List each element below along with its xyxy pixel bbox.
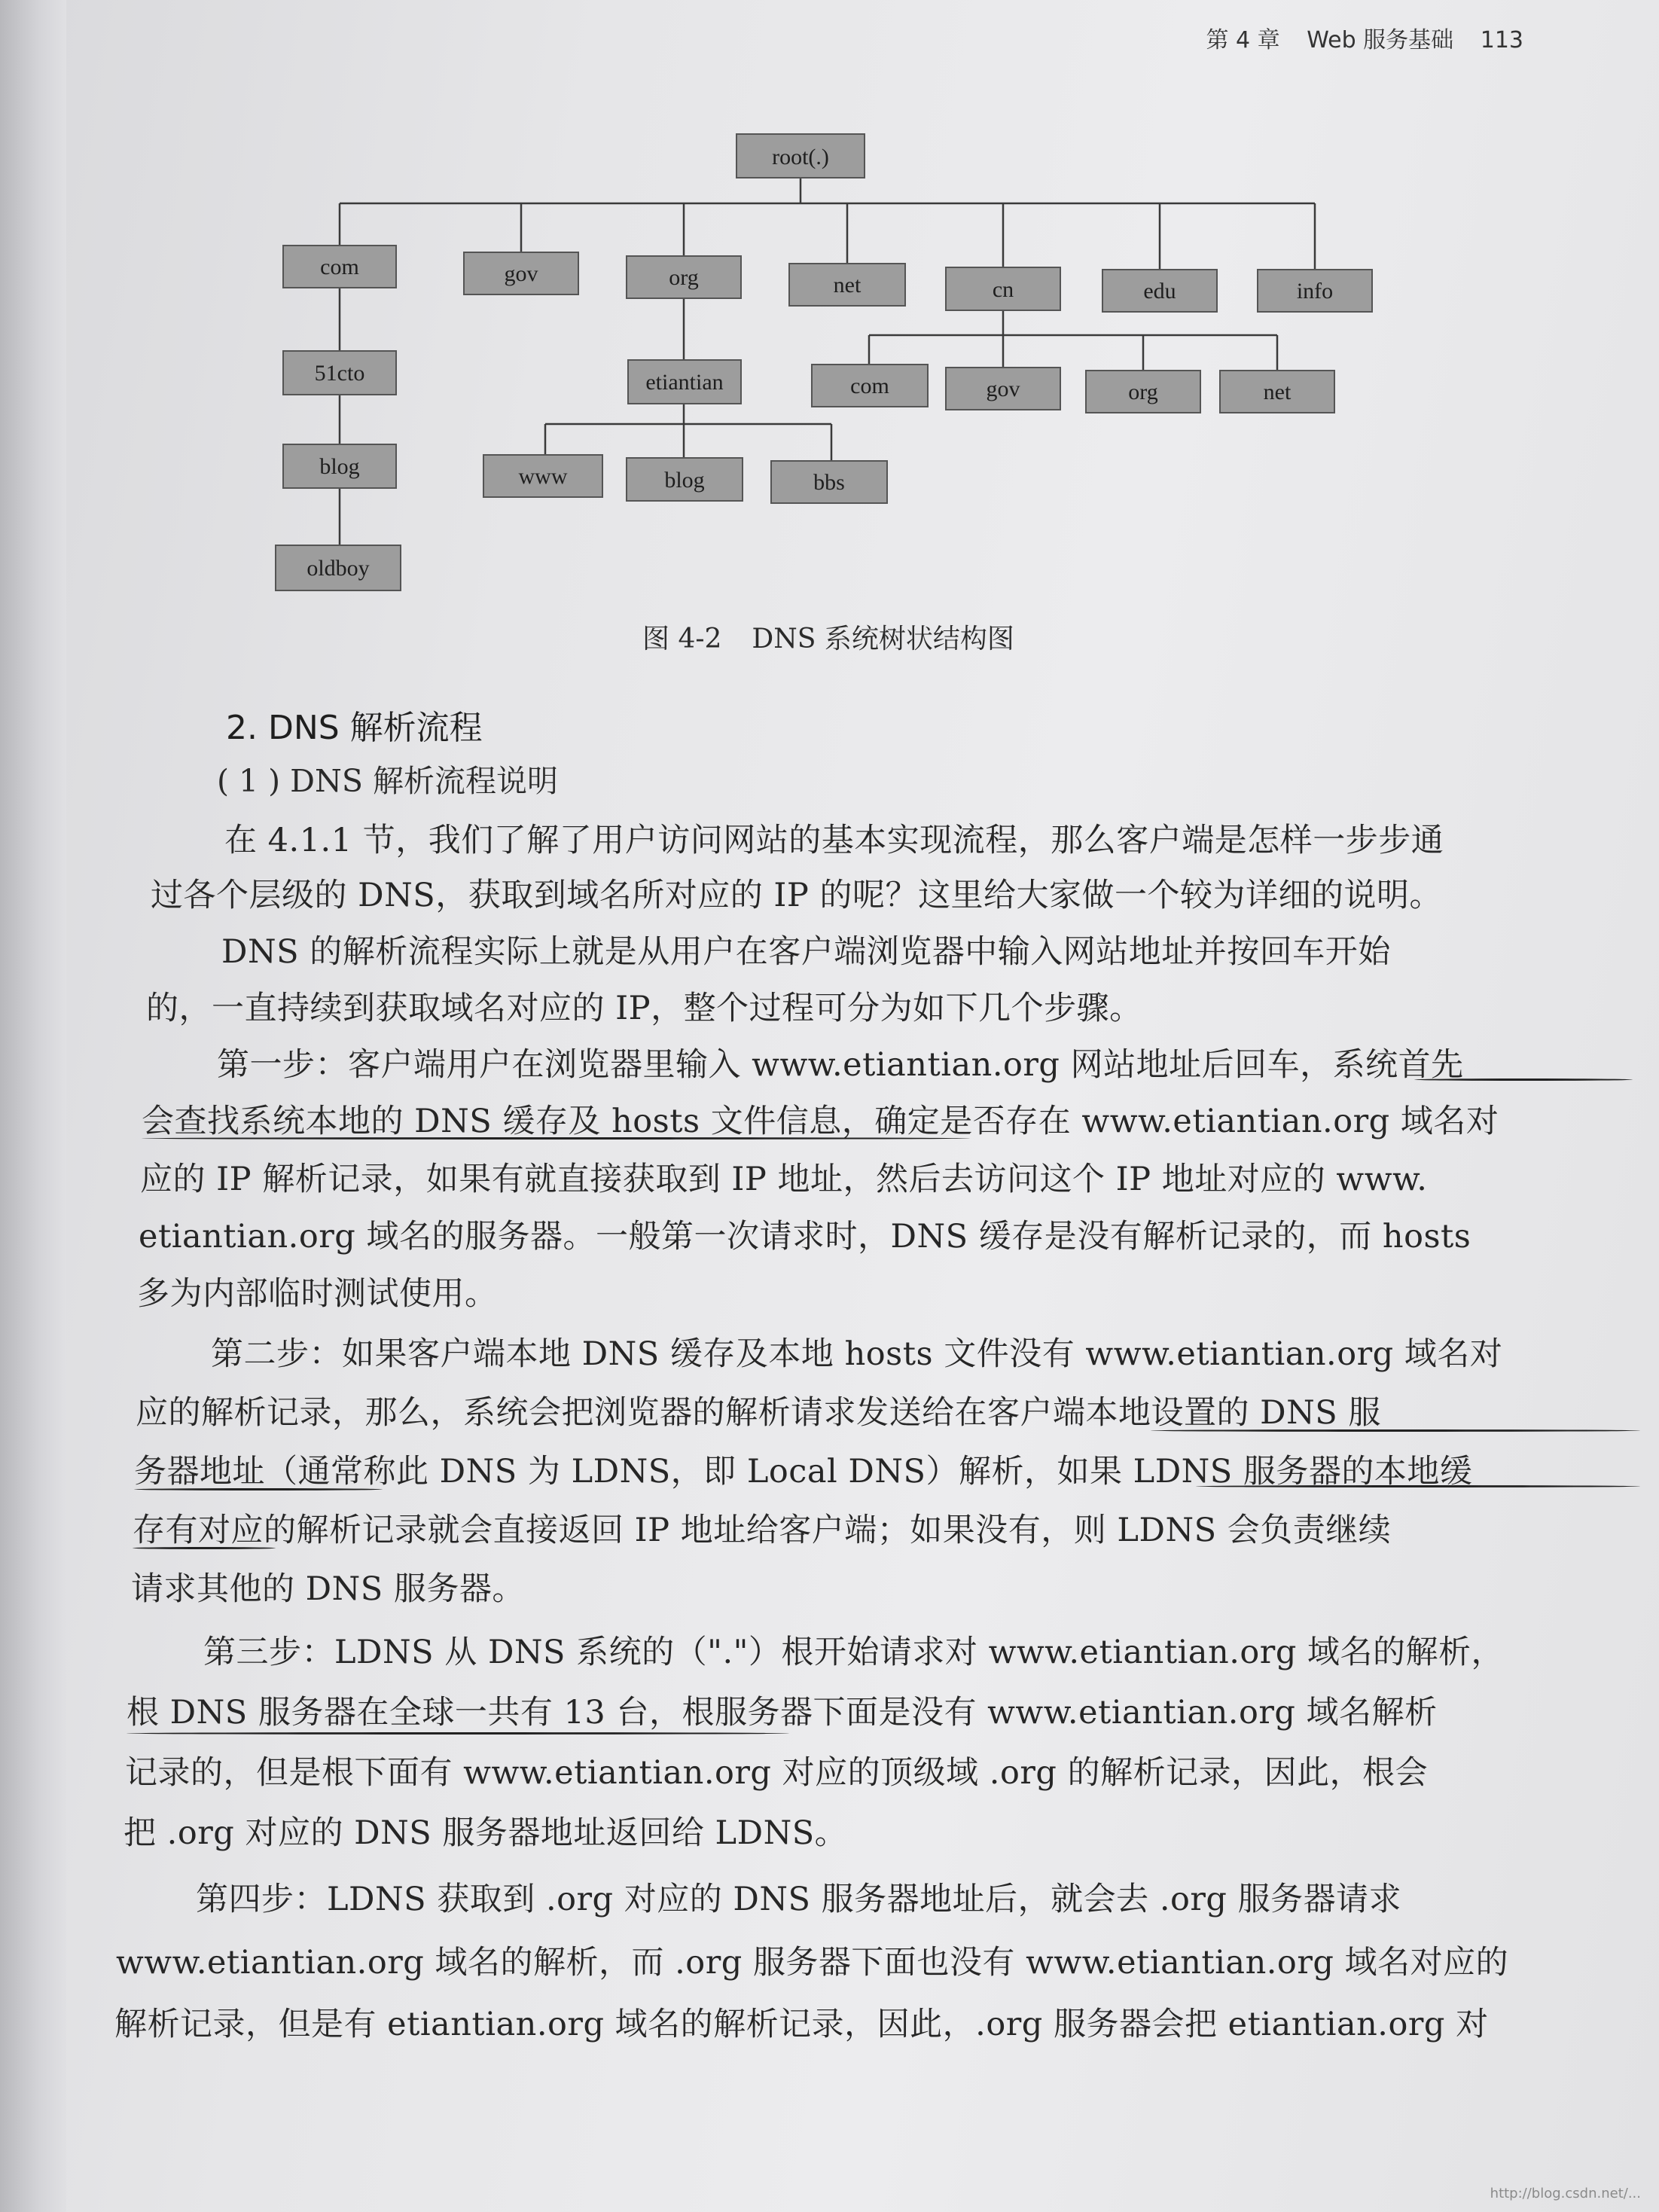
body-line: 根 DNS 服务器在全球一共有 13 台，根服务器下面是没有 www.etiantian.org 域名解析 (127, 1694, 1438, 1731)
figure-title: DNS 系统树状结构图 (752, 624, 1014, 654)
pen-underline (134, 1488, 383, 1490)
pen-underline (1414, 1079, 1633, 1081)
node-etiantian (628, 360, 741, 404)
svg-text:org: org (669, 265, 699, 290)
svg-text:net: net (833, 273, 862, 297)
body-line: 存有对应的解析记录就会直接返回 IP 地址给客户端；如果没有，则 LDNS 会负责继续 (133, 1512, 1392, 1549)
pen-underline (1196, 1485, 1640, 1487)
svg-text:blog: blog (319, 454, 360, 479)
node-gov (464, 252, 578, 294)
node-cn (946, 267, 1060, 310)
body-line: 第三步：LDNS 从 DNS 系统的（"."）根开始请求对 www.etiantian.org 域名的解析， (203, 1634, 1505, 1671)
book-page (66, 0, 1659, 2212)
page-number: 113 (1480, 27, 1523, 53)
svg-text:51cto: 51cto (314, 361, 365, 386)
body-line: 第一步：客户端用户在浏览器里输入 www.etiantian.org 网站地址后回车，系统首先 (217, 1046, 1464, 1084)
body-line: 过各个层级的 DNS，获取到域名所对应的 IP 的呢？这里给大家做一个较为详细的说明。 (151, 877, 1442, 914)
figure-number: 图 4-2 (642, 624, 722, 654)
figure-caption (642, 618, 1014, 656)
svg-text:cn: cn (992, 277, 1014, 302)
body-line: 务器地址（通常称此 DNS 为 LDNS，即 Local DNS）解析，如果 LDNS 服务器的本地缓 (134, 1453, 1473, 1490)
svg-text:org: org (1128, 380, 1158, 404)
body-line: 的，一直持续到获取域名对应的 IP，整个过程可分为如下几个步骤。 (146, 990, 1142, 1027)
body-line: 在 4.1.1 节，我们了解了用户访问网站的基本实现流程，那么客户端是怎样一步步通 (224, 822, 1444, 859)
body-line: 解析记录，但是有 etiantian.org 域名的解析记录，因此，.org 服务器会把 etiantian.org 对 (114, 2006, 1489, 2043)
body-line: 第二步：如果客户端本地 DNS 缓存及本地 hosts 文件没有 www.etiantian.org 域名对 (211, 1335, 1503, 1373)
body-line: www.etiantian.org 域名的解析，而 .org 服务器下面也没有 www.etiantian.org 域名对应的 (116, 1944, 1509, 1982)
body-line: 应的 IP 解析记录，如果有就直接获取到 IP 地址，然后去访问这个 IP 地址对应的 www. (140, 1161, 1428, 1198)
body-line: 会查找系统本地的 DNS 缓存及 hosts 文件信息，确定是否存在 www.etiantian.org 域名对 (142, 1103, 1499, 1140)
svg-text:info: info (1296, 279, 1334, 304)
svg-text:root(.): root(.) (772, 145, 829, 169)
pen-underline (1151, 1429, 1640, 1432)
svg-text:gov: gov (504, 261, 538, 286)
node-blog-etiantian (627, 458, 743, 501)
body-line: etiantian.org 域名的服务器。一般第一次请求时，DNS 缓存是没有解析记录的，而 hosts (139, 1218, 1471, 1256)
subsection-heading: ( 1 ) DNS 解析流程说明 (217, 763, 559, 799)
node-blog-51cto (283, 444, 396, 488)
pen-underline (142, 1137, 970, 1140)
svg-text:www: www (518, 464, 568, 489)
node-root (736, 134, 865, 178)
svg-text:net: net (1263, 380, 1292, 404)
body-line: DNS 的解析流程实际上就是从用户在客户端浏览器中输入网站地址并按回车开始 (221, 933, 1391, 971)
node-51cto (283, 351, 396, 395)
body-line: 第四步：LDNS 获取到 .org 对应的 DNS 服务器地址后，就会去 .org 服务器请求 (196, 1881, 1402, 1918)
dns-tree-diagram (66, 0, 1659, 618)
body-line: 记录的，但是根下面有 www.etiantian.org 对应的顶级域 .org 的解析记录，因此，根会 (125, 1754, 1429, 1792)
node-oldboy (276, 545, 401, 590)
svg-text:oldboy: oldboy (306, 556, 370, 581)
node-cn-com (812, 365, 928, 407)
pen-underline (133, 1547, 276, 1549)
node-edu (1102, 270, 1217, 312)
pen-underline (127, 1732, 789, 1735)
chapter-title: Web 服务基础 (1307, 27, 1454, 53)
watermark: http://blog.csdn.net/... (1490, 2186, 1641, 2201)
body-line: 应的解析记录，那么，系统会把浏览器的解析请求发送给在客户端本地设置的 DNS 服 (136, 1394, 1381, 1432)
node-net (789, 264, 905, 306)
svg-text:com: com (850, 374, 889, 398)
svg-text:etiantian: etiantian (645, 370, 724, 395)
node-cn-net (1220, 371, 1334, 413)
body-line: 请求其他的 DNS 服务器。 (131, 1570, 525, 1608)
svg-text:edu: edu (1143, 279, 1176, 304)
section-heading: 2. DNS 解析流程 (226, 709, 483, 747)
node-info (1258, 270, 1372, 312)
svg-text:gov: gov (986, 377, 1020, 401)
node-cn-gov (946, 368, 1060, 410)
svg-text:com: com (320, 255, 359, 279)
node-com (283, 246, 396, 288)
svg-text:blog: blog (664, 468, 705, 493)
node-org (627, 256, 741, 298)
body-line: 把 .org 对应的 DNS 服务器地址返回给 LDNS。 (124, 1814, 848, 1852)
svg-text:bbs: bbs (813, 470, 845, 495)
node-cn-org (1086, 371, 1200, 413)
node-bbs (771, 461, 887, 503)
book-spine-shadow (0, 0, 66, 2212)
body-line: 多为内部临时测试使用。 (137, 1275, 498, 1313)
chapter-label: 第 4 章 (1206, 27, 1280, 53)
node-www (483, 455, 602, 497)
